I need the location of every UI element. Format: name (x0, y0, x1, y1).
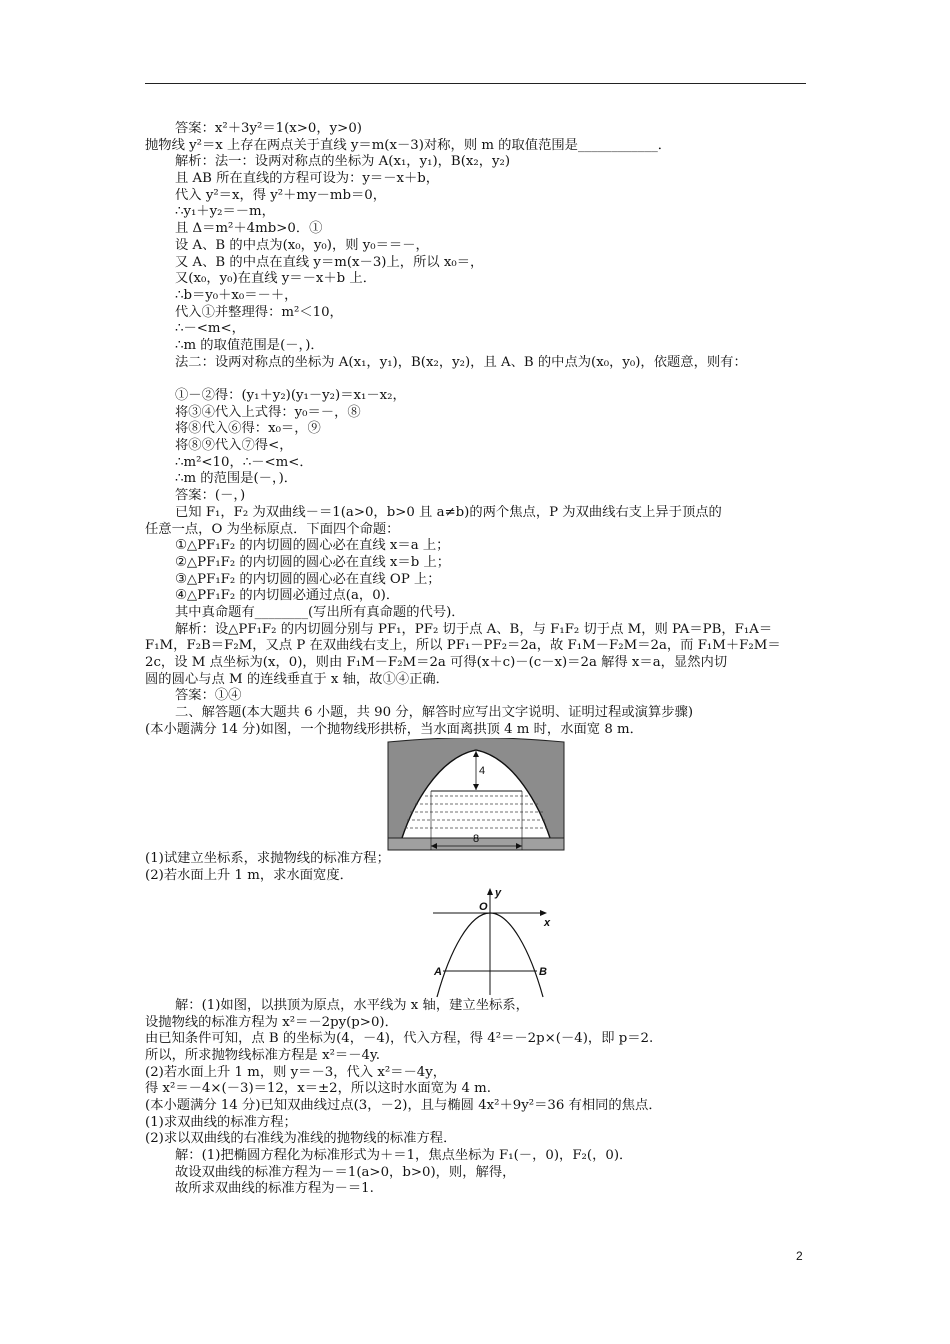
page-number: 2 (796, 1249, 803, 1263)
coordinate-figure (145, 885, 806, 998)
text-line: 且 AB 所在直线的方程可设为：y＝－x＋b， (175, 171, 440, 187)
text-line: 任意一点，O 为坐标原点．下面四个命题： (145, 521, 400, 537)
width-label: 8 (473, 833, 480, 846)
point-a-label: A (434, 965, 442, 978)
arrow-down-icon (473, 784, 479, 790)
text-line: 设 A、B 的中点为(x₀，y₀)，则 y₀＝＝－， (175, 237, 429, 253)
text-line: ①－②得：(y₁＋y₂)(y₁－y₂)＝x₁－x₂， (175, 388, 406, 403)
text-line: 抛物线 y²＝x 上存在两点关于直线 y＝m(x－3)对称，则 m 的取值范围是____________． (145, 137, 672, 153)
text-line: 且 Δ＝m²＋4mb>0．① (175, 221, 323, 237)
text-line: 故所求双曲线的标准方程为－＝1. (175, 1181, 374, 1197)
text-line: (2)若水面上升 1 m，求水面宽度． (145, 868, 353, 884)
arch-bridge-diagram (145, 738, 806, 851)
text-line: 得 x²＝－4×(－3)＝12，x＝±2，所以这时水面宽为 4 m. (145, 1081, 492, 1097)
text-line: 答案：x²＋3y²＝1(x>0，y>0) (175, 121, 362, 136)
text-line: F₁M，F₂B＝F₂M，又点 P 在双曲线右支上，所以 PF₁－PF₂＝2a，故 F₁M－F₂M＝2a，而 F₁M＋F₂M＝ (145, 638, 781, 654)
text-line: ∴m 的取值范围是(－，)． (175, 337, 324, 353)
blank-line (145, 371, 806, 388)
text-line: ③△PF₁F₂ 的内切圆的圆心必在直线 OP 上； (175, 571, 441, 587)
text-line: 解：(1)把椭圆方程化为标准形式为＋＝1，焦点坐标为 F₁(－，0)，F₂(，0)． (175, 1148, 633, 1163)
text-line: ④△PF₁F₂ 的内切圆必通过点(a，0)． (175, 588, 400, 604)
text-line: 由已知条件可知，点 B 的坐标为(4，－4)，代入方程，得 4²＝－2p×(－4)，即 p＝2. (145, 1031, 654, 1047)
x-axis-label: x (544, 916, 551, 929)
text-line: (本小题满分 14 分)已知双曲线过点(3，－2)，且与椭圆 4x²＋9y²＝36 有相同的焦点． (145, 1097, 662, 1113)
text-line: ∴b＝y₀＋x₀＝－＋， (175, 287, 298, 303)
text-line: (2)求以双曲线的右准线为准线的抛物线的标准方程． (145, 1131, 457, 1147)
text-line: ∴m²<10，∴－<m<． (175, 454, 313, 470)
water-lines (405, 796, 547, 828)
text-line: ∴－<m<， (175, 321, 245, 337)
text-line: 解析：法一：设两对称点的坐标为 A(x₁，y₁)，B(x₂，y₂) (175, 154, 511, 170)
origin-label: O (479, 900, 488, 913)
text-line: 解：(1)如图，以拱顶为原点，水平线为 x 轴，建立坐标系， (175, 997, 529, 1013)
coordinate-diagram (145, 885, 806, 998)
text-line: 2c，设 M 点坐标为(x，0)，则由 F₁M－F₂M＝2a 可得(x＋c)－(c－x)＝2a 解得 x＝a，显然内切 (145, 655, 728, 670)
text-line: 将⑧代入⑥得：x₀＝，⑨ (175, 421, 321, 437)
height-label: 4 (479, 765, 486, 778)
text-line: 又(x₀，y₀)在直线 y＝－x＋b 上． (175, 271, 376, 287)
text-line: (1)求双曲线的标准方程； (145, 1114, 297, 1130)
text-line: ①△PF₁F₂ 的内切圆的圆心必在直线 x＝a 上； (175, 538, 450, 554)
text-line: ∴y₁＋y₂＝－m， (175, 204, 275, 220)
text-line: 将⑧⑨代入⑦得<， (175, 438, 293, 454)
y-axis-label: y (495, 886, 502, 899)
text-line: ∴m 的范围是(－，)． (175, 471, 298, 487)
text-line: 已知 F₁，F₂ 为双曲线－＝1(a>0，b>0 且 a≠b)的两个焦点，P 为双曲线右支上异于顶点的 (175, 504, 722, 520)
text-line: 所以，所求抛物线标准方程是 x²＝－4y. (145, 1047, 380, 1063)
x-axis-arrow-icon (540, 910, 547, 916)
text-line: (本小题满分 14 分)如图，一个抛物线形拱桥，当水面离拱顶 4 m 时，水面宽 8 m． (145, 721, 643, 737)
text-line: 其中真命题有________(写出所有真命题的代号)． (175, 604, 465, 620)
y-axis-arrow-icon (487, 888, 493, 895)
header-rule (145, 83, 806, 84)
text-line: ②△PF₁F₂ 的内切圆的圆心必在直线 x＝b 上； (175, 554, 451, 570)
text-line: 将③④代入上式得：y₀＝－，⑧ (175, 404, 361, 420)
text-line: 代入①并整理得：m²＜10， (175, 304, 343, 320)
arrow-up-icon (473, 751, 479, 757)
text-line: 又 A、B 的中点在直线 y＝m(x－3)上，所以 x₀＝， (175, 254, 484, 270)
text-line: (1)试建立坐标系，求抛物线的标准方程； (145, 851, 390, 867)
document-body (145, 121, 806, 1198)
text-line: 圆的圆心与点 M 的连线垂直于 x 轴，故①④正确． (145, 671, 449, 687)
text-line: 故设双曲线的标准方程为－＝1(a>0，b>0)，则，解得， (175, 1164, 516, 1180)
text-line: 答案：(－，) (175, 488, 246, 504)
text-line: (2)若水面上升 1 m，则 y＝－3，代入 x²＝－4y， (145, 1064, 447, 1080)
text-line: 解析：设△PF₁F₂ 的内切圆分别与 PF₁，PF₂ 切于点 A、B，与 F₁F₂ 切于点 M，则 PA＝PB，F₁A＝ (175, 621, 773, 637)
text-line: 代入 y²＝x，得 y²＋my－mb＝0， (175, 187, 387, 203)
point-b-label: B (539, 965, 547, 978)
text-line: 二、解答题(本大题共 6 小题，共 90 分，解答时应写出文字说明、证明过程或演算步骤) (175, 705, 694, 721)
text-line: 答案：①④ (175, 688, 242, 704)
arch-bridge-figure (145, 738, 806, 851)
text-line: 设抛物线的标准方程为 x²＝－2py(p>0)． (145, 1014, 398, 1030)
text-line: 法二：设两对称点的坐标为 A(x₁，y₁)，B(x₂，y₂)，且 A、B 的中点为(x₀，y₀)，依题意，则有： (175, 354, 747, 370)
